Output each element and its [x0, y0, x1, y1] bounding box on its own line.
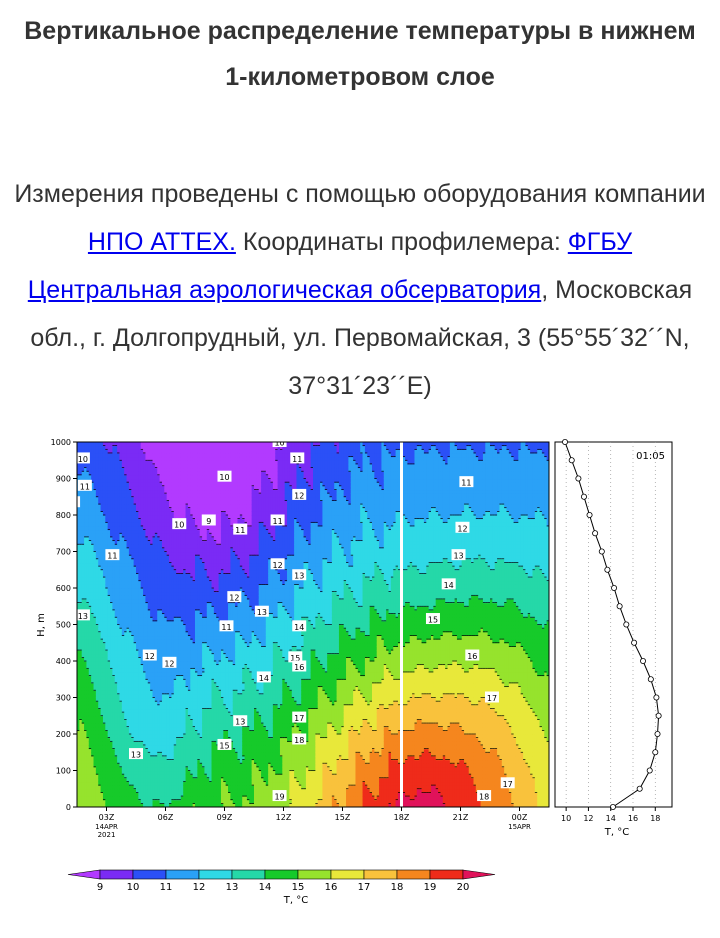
observatory-link[interactable]: ФГБУ Центральная аэрологическая обсерватория: [28, 228, 632, 304]
description-text-3: , Московская обл., г. Долгопрудный, ул. Первомайская, 3 (55°55´32´´N, 37°31´23´´E): [30, 276, 692, 400]
description-paragraph: [14, 170, 706, 410]
description-text-2: Координаты профилемера:: [236, 228, 568, 256]
height-time-temperature-chart: [36, 436, 550, 839]
temperature-figure: [0, 430, 720, 938]
page-title: Вертикальное распределение температуры в нижнем 1-километровом слое: [20, 8, 700, 100]
npo-attex-link[interactable]: НПО АТТЕХ.: [88, 228, 236, 256]
description-text-1: Измерения проведены с помощью оборудования компании: [14, 180, 705, 208]
